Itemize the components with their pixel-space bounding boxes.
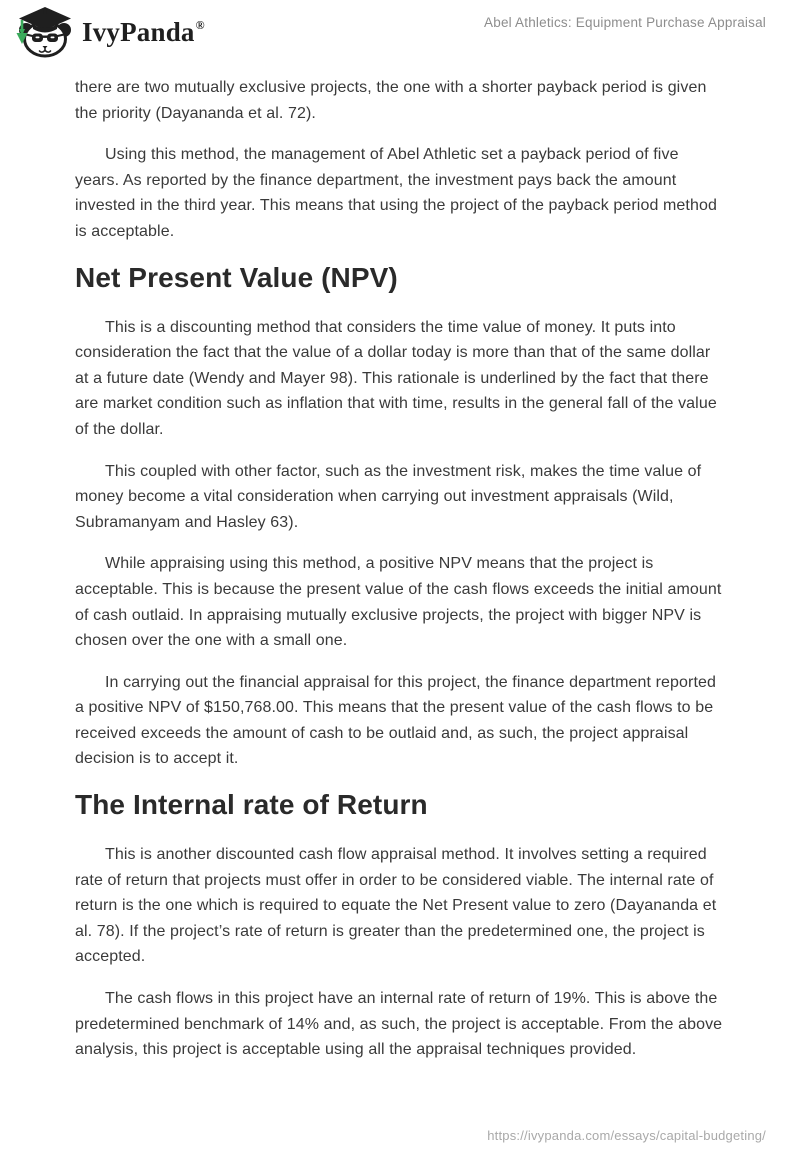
logo-text: IvyPanda® (82, 16, 205, 47)
heading-net-present-value: Net Present Value (NPV) (75, 261, 398, 293)
panda-graduate-icon (13, 6, 73, 58)
paragraph-irr-result: The cash flows in this project have an internal rate of return of 19%. This is above the predetermined benchmark of 14% and, as such, the project is acceptable. From the above analysis, this project is acceptable using all the appraisal techniques provided. (75, 990, 723, 1059)
paragraph-irr-method: This is another discounted cash flow appraisal method. It involves setting a required rate of return that projects must offer in order to be considered viable. The internal rate of return is the one which is required to equate the Net Present value to zero (Dayananda et al. 78). If the project’s rate of return is greater than the predetermined one, the project is accepted. (75, 846, 717, 966)
source-url[interactable]: https://ivypanda.com/essays/capital-budgeting/ (487, 1128, 766, 1143)
paragraph-payback-continuation: there are two mutually exclusive projects, the one with a shorter payback period is given the priority (Dayananda et al. 72). (75, 79, 707, 122)
heading-internal-rate-of-return: The Internal rate of Return (75, 789, 428, 821)
paragraph-npv-result: In carrying out the financial appraisal for this project, the finance department reported a positive NPV of $150,768.00. This means that the present value of the cash flows to be received exceeds the amount of cash to be outlaid and, as such, the project appraisal decision is to accept it. (75, 673, 717, 768)
ivypanda-logo[interactable] (13, 6, 205, 58)
registered-mark: ® (195, 17, 205, 32)
document-title: Abel Athletics: Equipment Purchase Appraisal (484, 15, 766, 30)
paragraph-payback-result: Using this method, the management of Abel Athletic set a payback period of five years. As reported by the finance department, the investment pays back the amount invested in the third year. This means that using the project of the payback period method is acceptable. (75, 146, 717, 240)
paragraph-npv-time-value: This coupled with other factor, such as the investment risk, makes the time value of money become a vital consideration when carrying out investment appraisals (Wild, Subramanyam and Hasley 63). (75, 462, 702, 531)
paragraph-npv-discounting: This is a discounting method that considers the time value of money. It puts into consideration the fact that the value of a dollar today is more than that of the same dollar at a future date (Wendy and Mayer 98). This rationale is underlined by the fact that there are market condition such as inflation that with time, results in the general fall of the value of the dollar. (75, 318, 717, 438)
page-header (0, 0, 800, 64)
essay-content (75, 75, 725, 1079)
paragraph-npv-positive: While appraising using this method, a positive NPV means that the project is acceptable. This is because the present value of the cash flows exceeds the initial amount of cash outlaid. In appraising mutually exclusive projects, the project with bigger NPV is chosen over the one with a small one. (75, 555, 722, 650)
